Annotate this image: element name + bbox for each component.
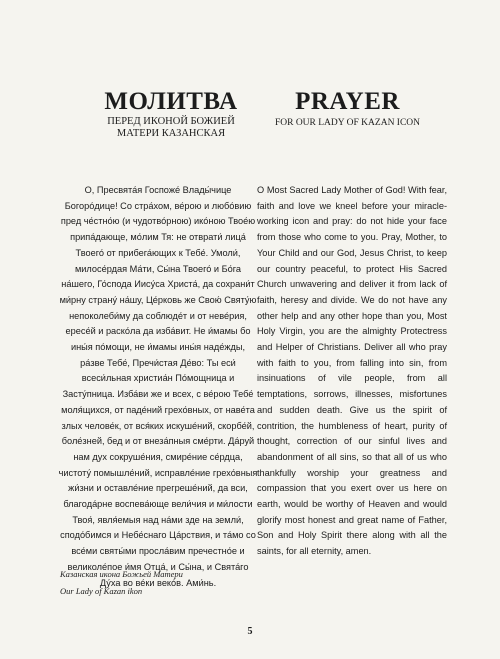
- english-prayer-text: O Most Sacred Lady Mother of God! With fear, faith and love we kneel before your miracle-working icon and pray: do not hide your face from those who come to you. Pray, Mother, to Your Child and our God, Jesus Christ, to keep our country peaceful, to protect His Sacred Church unwavering and deliver it from lack of faith, heresy and divide. We do not have any other help and any other hope than you, Most Holy Virgin, you are the almighty Protectress and Helper of Christians. Deliver all who pray with faith to you, from falling into sin, from insinuations of vile people, from all temptations, sorrows, illnesses, misfortunes and sudden death. Give us the spirit of contrition, the humbleness of heart, purity of thought, correction of our sinful lives and abandonment of all sins, so that all of us who thankfully worship your greatness and compassion that you exert over us here on earth, would be worthy of Heaven and would glorify most honest and great name of Father, Son and Holy Spirit there along with all the saints, for all eternity, amen.: [257, 185, 447, 557]
- english-subtitle: FOR OUR LADY OF KAZAN ICON: [274, 118, 421, 128]
- english-title: PRAYER: [295, 88, 400, 115]
- page-number: 5: [247, 626, 253, 637]
- russian-subtitle: [80, 116, 262, 140]
- russian-prayer-text: О, Пресвята́я Госпоже́ Влады́чице Богоро́дице! Со стра́хом, ве́рою и любо́вию пред че́стно́ю (и чудотво́рною) ико́ною Твое́ю припа́дающе, мо́лим Тя: не отврати́ лица́ Твоего́ от прибега́ющих к Тебе́. Умоли́, милосе́рдая Ма́ти, Сы́на Твоего́ и Бо́га на́шего, Го́спода Иису́са Христа́, да сохрани́т ми́рну страну́ на́шу, Це́рковь же Свою́ Святу́ю непоколеби́му да соблюде́т и от неве́рия, ересе́й и раско́ла да изба́вит. Не и́мамы бо ины́я по́мощи, не и́мамы ины́я наде́жды, ра́зве Тебе́, Пречи́стая Де́во: Ты еси́ всеси́льная христиа́н По́мощница и Засту́пница. Изба́ви же и всех, с ве́рою Тебе́ моля́щихся, от паде́ний грехо́вных, от наве́та злых челове́к, от вся́ких искуше́ний, скорбе́й, боле́зней, бед и от внеза́пныя сме́рти. Да́руй нам дух сокруше́ния, смире́ние се́рдца, чистоту́ помышле́ний, исправле́ние грехо́вныя жи́зни и оставле́ние прегреше́ний, да вси, благода́рне воспева́юще вели́чия и ми́лости Твоя́, явля́емыя над на́ми зде на земли́, сподо́бимся и Небе́снаго Ца́рствия, и та́мо со все́ми святы́ми просла́вим пречестно́е и великоле́пое и́мя Отца́, и Сы́на, и Свята́го Ду́ха во ве́ки веко́в. Ами́нь.: [58, 185, 258, 588]
- russian-title: МОЛИТВА: [104, 88, 238, 115]
- russian-image-caption: Казанская икона Божьей Матери: [60, 569, 183, 579]
- russian-subtitle-line-1: ПЕРЕД ИКОНОЙ БОЖИЕЙ: [107, 116, 235, 127]
- russian-subtitle-line-2: МАТЕРИ КАЗАНСКАЯ: [116, 128, 226, 139]
- english-image-caption: Our Lady of Kazan ikon: [60, 586, 143, 596]
